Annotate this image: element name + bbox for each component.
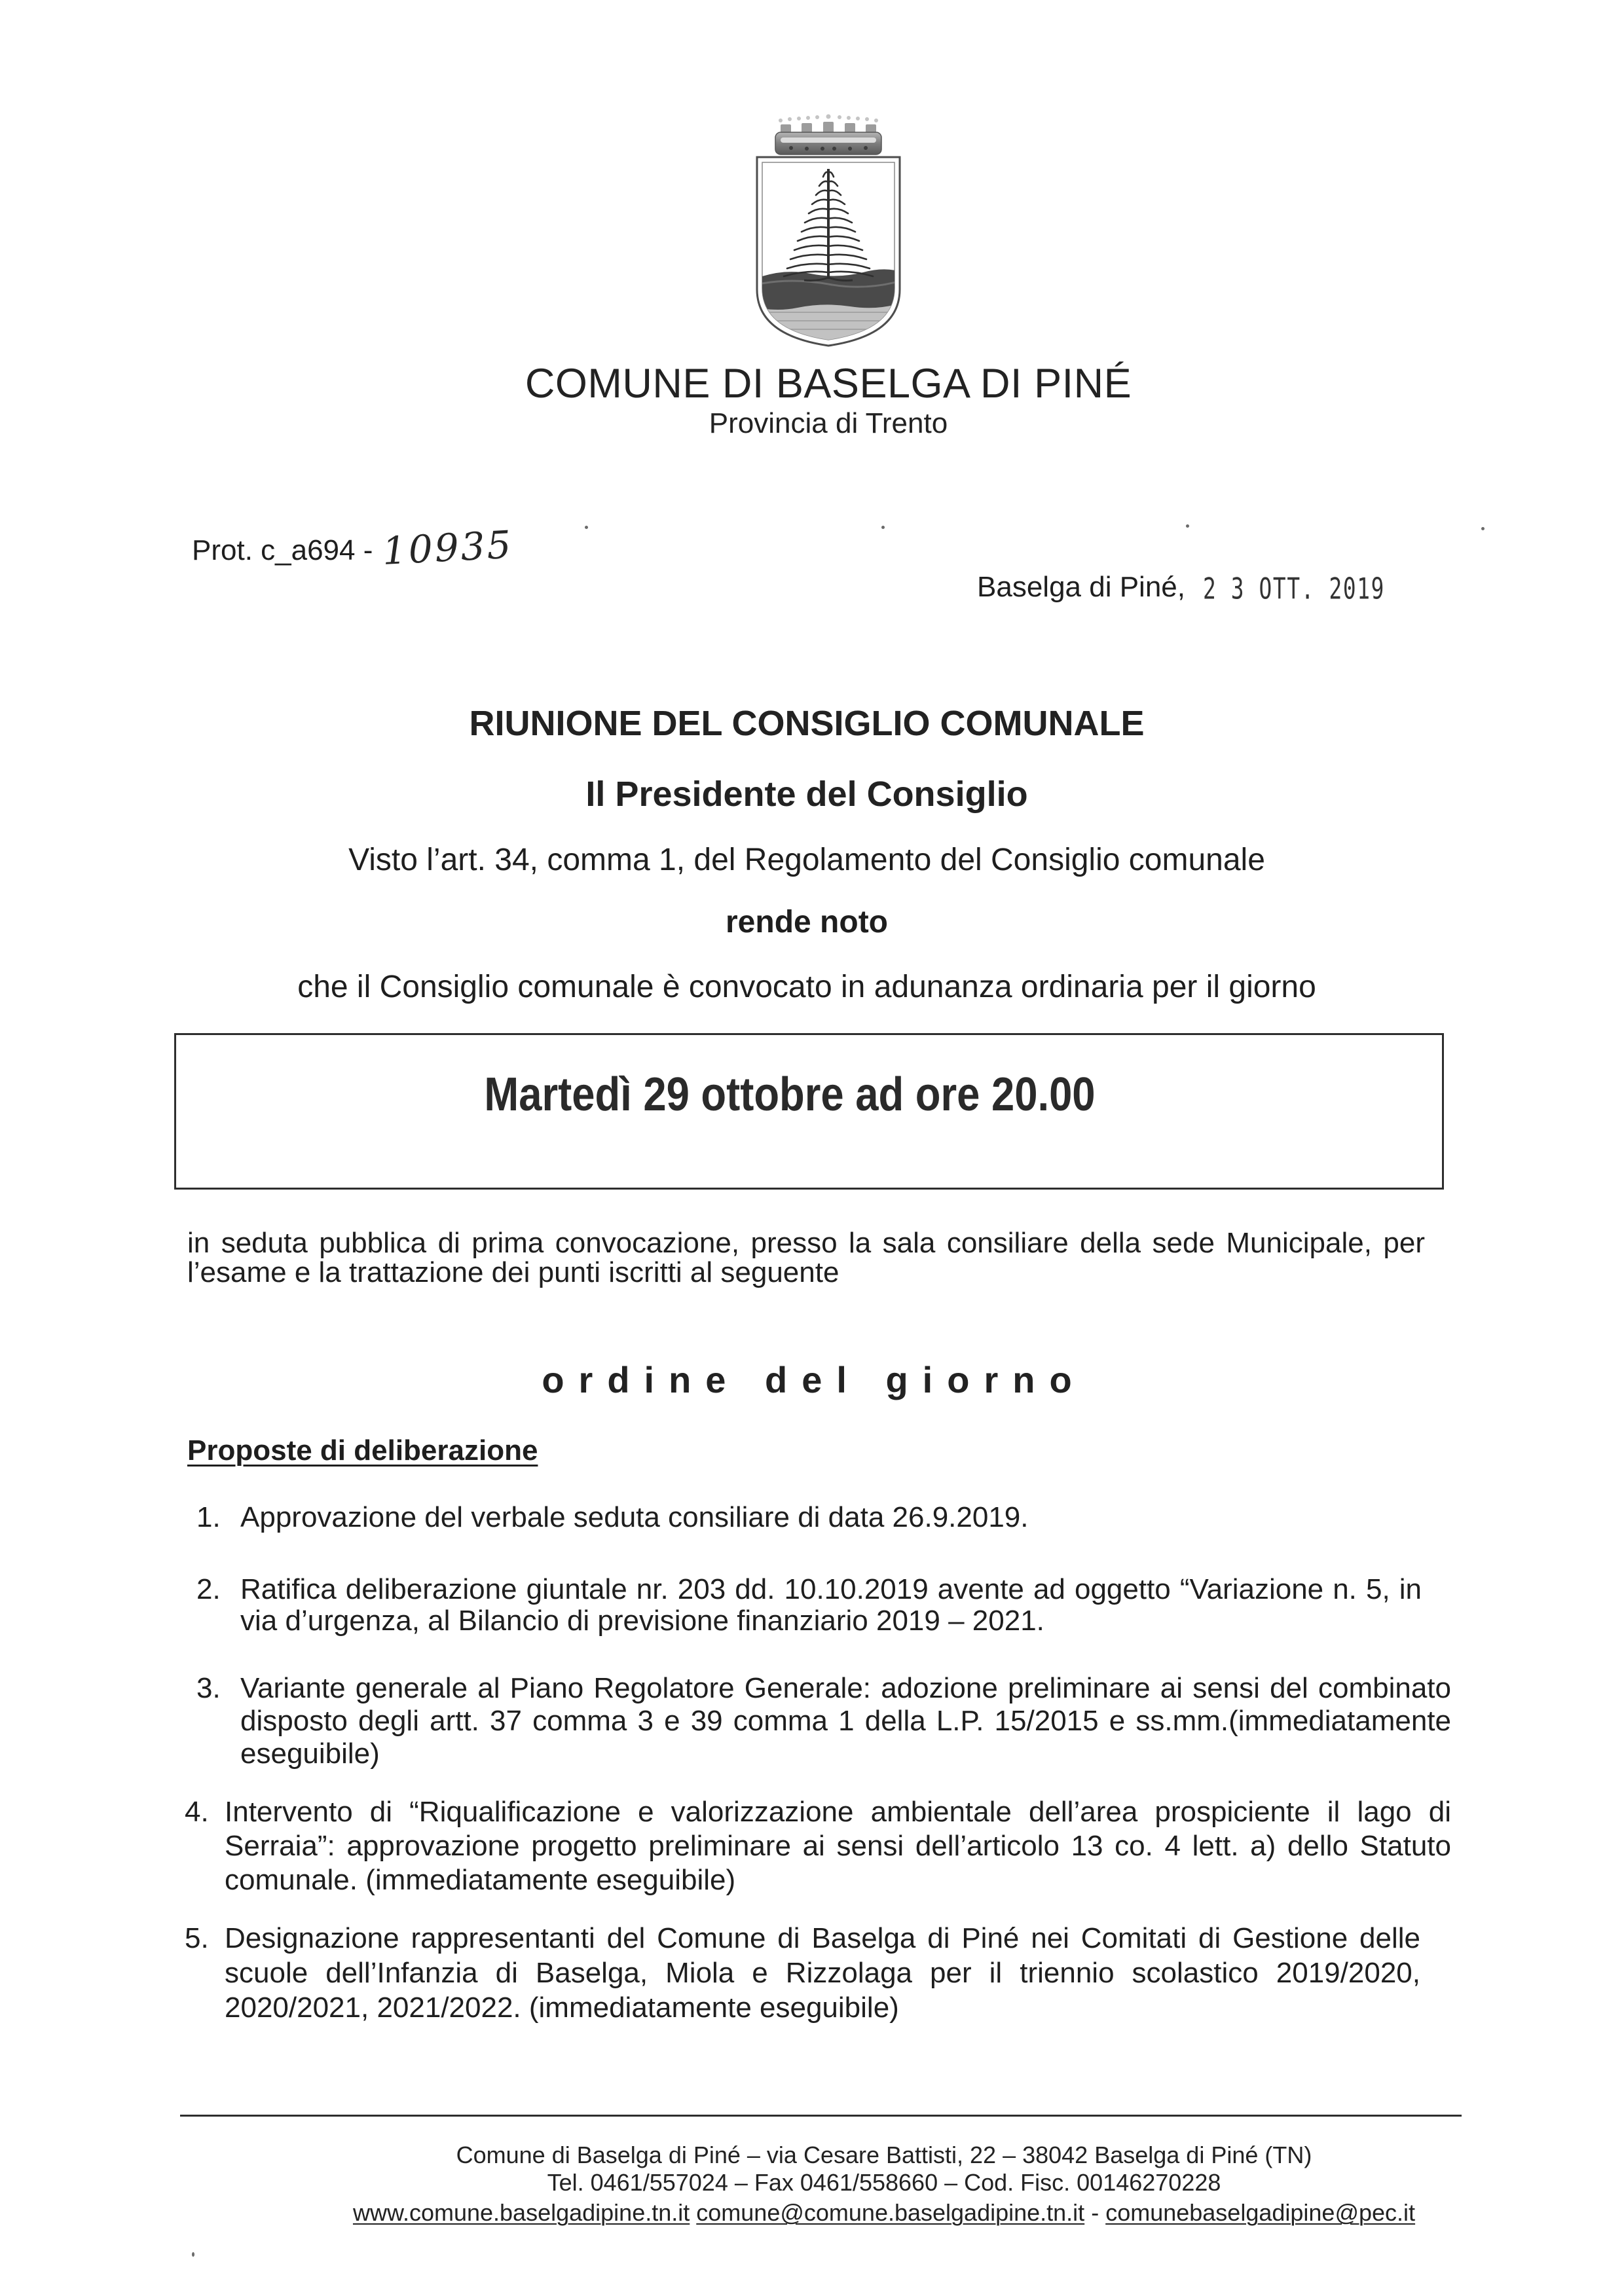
agenda-heading: ordine del giorno [542,1359,1086,1400]
province-name: Provincia di Trento [709,407,948,439]
agenda-item [240,1672,1451,1770]
meeting-details [187,1228,1425,1287]
footer-pec-link: comunebaselgadipine@pec.it [1105,2199,1416,2226]
meeting-details-line: l’esame e la trattazione dei punti iscritti al seguente [187,1256,840,1288]
agenda-item-number: 4. [185,1796,209,1828]
agenda-item-line: via d’urgenza, al Bilancio di previsione finanziario 2019 – 2021. [240,1605,1044,1637]
scan-speck [1186,524,1189,528]
footer-website-link: www.comune.baselgadipine.tn.it [352,2199,690,2226]
scan-speck [1481,527,1485,530]
agenda-item-line: Ratifica deliberazione giuntale nr. 203 dd. 10.10.2019 avente ad oggetto “Variazione n. 5, in [240,1573,1422,1605]
agenda-item-line: disposto degli artt. 37 comma 3 e 39 comma 1 della L.P. 15/2015 e ss.mm.(immediatamente [240,1705,1451,1737]
meeting-details-line: in seduta pubblica di prima convocazione, presso la sala consiliare della sede Municipale, per [187,1227,1425,1259]
agenda-item-line: Serraia”: approvazione progetto preliminare ai sensi dell’articolo 13 co. 4 lett. a) dello Statuto [225,1830,1451,1862]
meeting-datetime: Martedì 29 ottobre ad ore 20.00 [484,1068,1096,1121]
scan-speck [192,2252,194,2257]
notice-issuer: Il Presidente del Consiglio [585,774,1028,814]
footer-separator: - [1091,2199,1099,2226]
protocol-number-handwritten: 10935 [381,522,515,574]
footer-email-link: comune@comune.baselgadipine.tn.it [696,2199,1085,2226]
agenda-item-line: Designazione rappresentanti del Comune di Baselga di Piné nei Comitati di Gestione delle [225,1922,1420,1954]
footer-address: Comune di Baselga di Piné – via Cesare Battisti, 22 – 38042 Baselga di Piné (TN) [456,2141,1312,2168]
municipality-name: COMUNE DI BASELGA DI PINÉ [525,361,1132,407]
date-stamp: 2 3 OTT. 2019 [1203,572,1386,606]
footer-divider [180,2115,1462,2117]
agenda-item [225,1795,1451,1897]
convocation-text: che il Consiglio comunale è convocato in adunanza ordinaria per il giorno [297,970,1316,1004]
agenda-item-line: eseguibile) [240,1738,380,1770]
agenda-item-number: 1. [196,1501,221,1533]
agenda-item [225,1921,1420,2025]
agenda-item [240,1574,1422,1637]
announce-label: rende noto [726,905,888,939]
section-title: Proposte di deliberazione [187,1434,538,1467]
scan-speck [585,526,588,529]
place-label: Baselga di Piné, [977,571,1185,603]
footer-contacts: Tel. 0461/557024 – Fax 0461/558660 – Cod. Fisc. 00146270228 [547,2169,1221,2196]
agenda-item-number: 2. [196,1573,221,1605]
agenda-item-line: Intervento di “Riqualificazione e valorizzazione ambientale dell’area prospiciente il lago di [225,1796,1451,1828]
agenda-item-line: comunale. (immediatamente eseguibile) [225,1864,736,1896]
agenda-item-line: 2020/2021, 2021/2022. (immediatamente eseguibile) [225,1992,899,2024]
agenda-item-line: Approvazione del verbale seduta consiliare di data 26.9.2019. [240,1501,1029,1533]
agenda-item-line: Variante generale al Piano Regolatore Generale: adozione preliminare ai sensi del combinato [240,1672,1451,1704]
agenda-item-number: 5. [185,1922,209,1954]
footer-links [229,2198,1539,2227]
regulation-reference: Visto l’art. 34, comma 1, del Regolamento del Consiglio comunale [348,843,1265,877]
agenda-item [240,1501,1422,1534]
protocol-label: Prot. c_a694 - [192,534,373,566]
coat-of-arms-icon [752,113,905,348]
notice-title: RIUNIONE DEL CONSIGLIO COMUNALE [469,704,1145,743]
scan-speck [881,526,885,529]
agenda-item-line: scuole dell’Infanzia di Baselga, Miola e Rizzolaga per il triennio scolastico 2019/2020, [225,1957,1420,1989]
agenda-item-number: 3. [196,1672,221,1704]
